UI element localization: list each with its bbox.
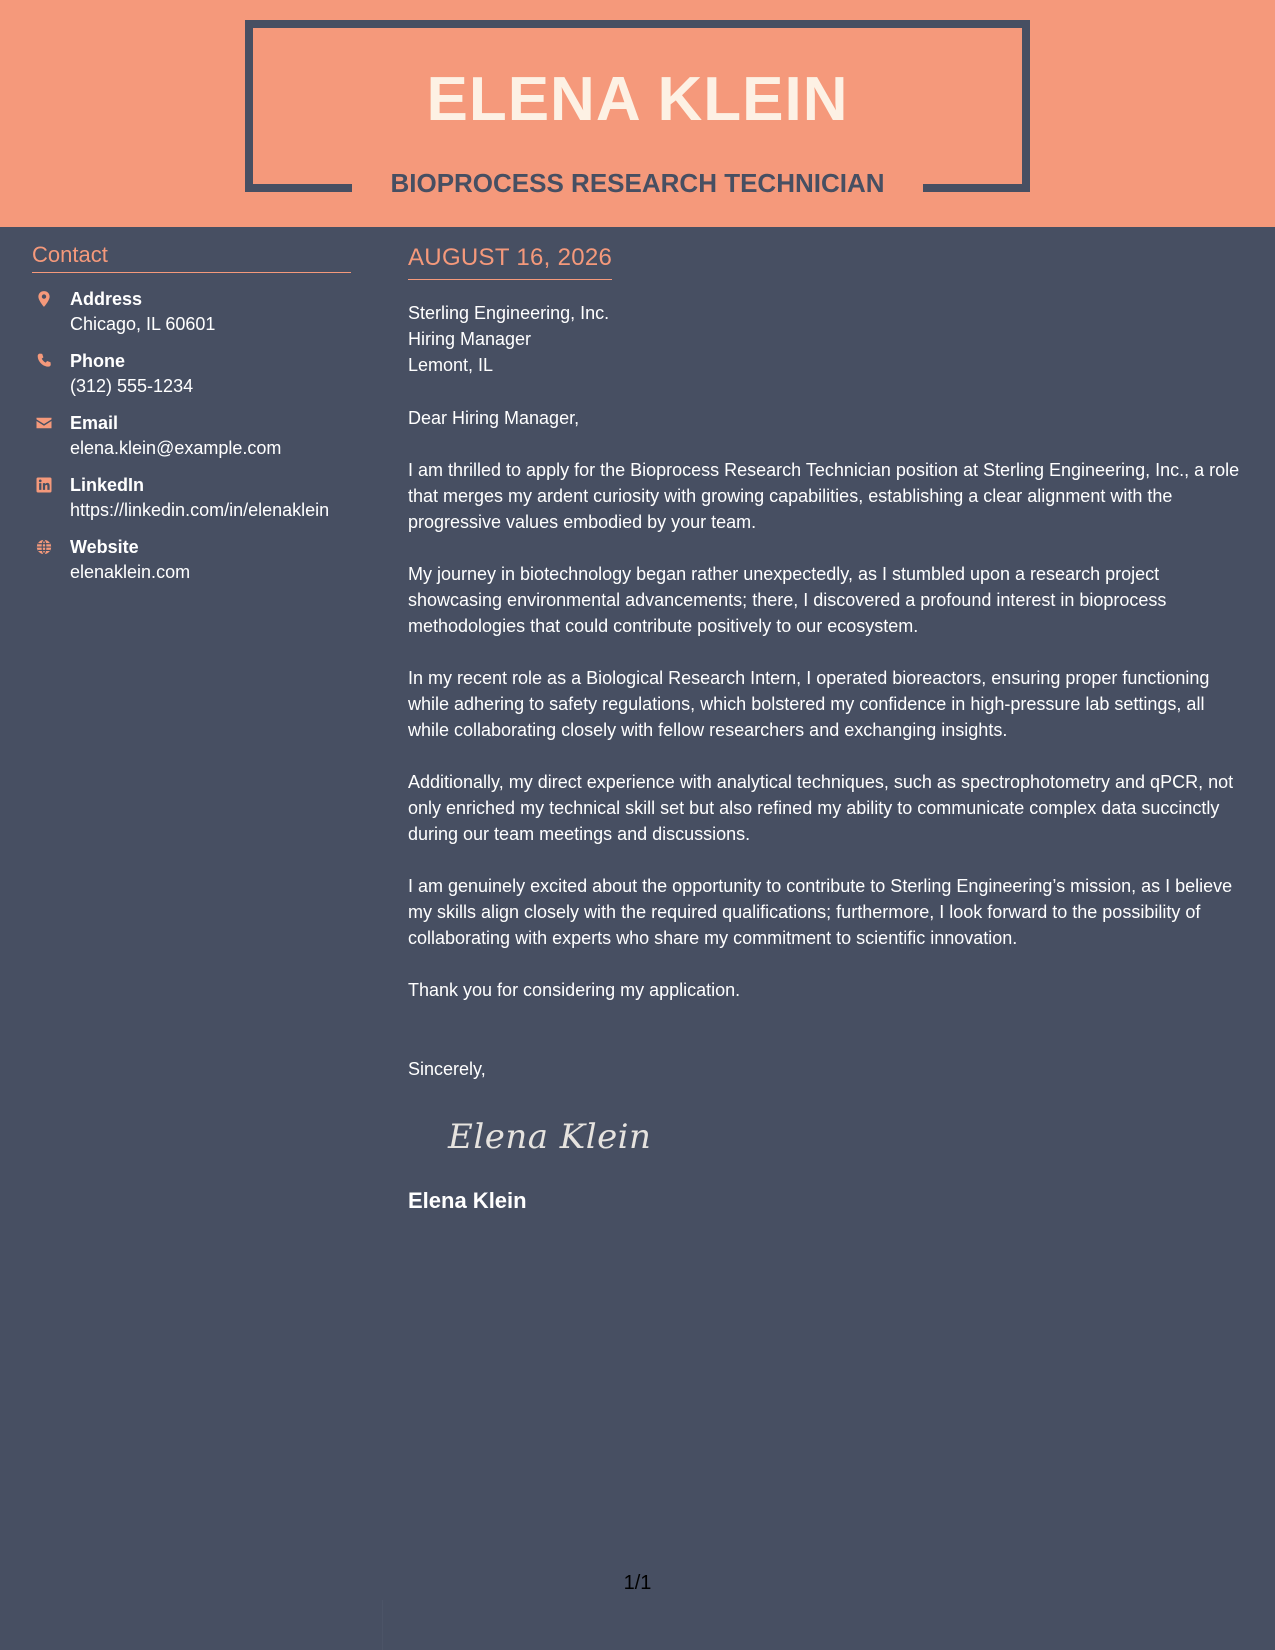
recipient-location: Lemont, IL <box>408 355 494 375</box>
contact-item-email <box>32 411 351 460</box>
letter-paragraph: Thank you for considering my application. <box>408 980 741 1000</box>
contact-item-phone <box>32 349 351 398</box>
applicant-name: ELENA KLEIN <box>426 65 849 134</box>
letter-paragraph: Additionally, my direct experience with analytical techniques, such as spectrophotometry and qPCR, not only enriched my technical skill set but also refined my ability to communicate complex data succinctly during our team meetings and discussions. <box>408 772 1234 844</box>
letter-paragraph: My journey in biotechnology began rather unexpectedly, as I stumbled upon a research project showcasing environmental advancements; there, I discovered a profound interest in bioprocess methodologies that could contribute positively to our ecosystem. <box>408 564 1167 636</box>
header-frame <box>923 184 1030 192</box>
linkedin-icon <box>32 473 70 522</box>
globe-icon <box>32 535 70 584</box>
header-frame <box>245 20 1030 28</box>
letter-body <box>408 243 1243 1216</box>
website-link[interactable]: elenaklein.com <box>70 562 191 582</box>
letter-paragraph: In my recent role as a Biological Research Intern, I operated bioreactors, ensuring proper functioning while adhering to safety regulations, which bolstered my confidence in high-pressure lab settings, all while collaborating closely with fellow researchers and exchanging insights. <box>408 668 1210 740</box>
linkedin-link[interactable]: https://linkedin.com/in/elenaklein <box>70 500 330 520</box>
header-frame <box>1022 20 1030 192</box>
header-banner <box>0 0 1275 227</box>
contact-label: LinkedIn <box>70 475 145 495</box>
address-value: Chicago, IL 60601 <box>70 314 216 334</box>
contact-item-linkedin <box>32 473 351 522</box>
letter-paragraph: I am genuinely excited about the opportunity to contribute to Sterling Engineering’s mission, as I believe my skills align closely with the required qualifications; furthermore, I look forward to the possibility of collaborating with experts who share my commitment to scientific innovation. <box>408 876 1233 948</box>
contact-heading: Contact <box>32 240 351 273</box>
email-value: elena.klein@example.com <box>70 438 282 458</box>
job-title: BIOPROCESS RESEARCH TECHNICIAN <box>390 168 885 198</box>
contact-label: Email <box>70 413 119 433</box>
page-number: 1/1 <box>623 1572 652 1594</box>
closing: Sincerely, <box>408 1059 486 1079</box>
contact-sidebar <box>32 240 351 597</box>
letter-date: AUGUST 16, 2026 <box>408 243 612 280</box>
phone-value: (312) 555-1234 <box>70 376 194 396</box>
signer-name: Elena Klein <box>408 1188 527 1213</box>
recipient-block <box>408 300 1243 378</box>
letter-paragraph: I am thrilled to apply for the Bioprocess Research Technician position at Sterling Engineering, Inc., a role that merges my ardent curiosity with growing capabilities, establishing a clear alignment with the progressive values embodied by your team. <box>408 460 1240 532</box>
recipient-company: Sterling Engineering, Inc. <box>408 303 610 323</box>
header-frame <box>245 20 253 192</box>
contact-label: Address <box>70 289 143 309</box>
salutation: Dear Hiring Manager, <box>408 408 580 428</box>
contact-label: Phone <box>70 351 126 371</box>
handwritten-signature: Elena Klein <box>448 1117 652 1157</box>
recipient-title: Hiring Manager <box>408 329 532 349</box>
contact-label: Website <box>70 537 139 557</box>
contact-list <box>32 287 351 584</box>
contact-item-address <box>32 287 351 336</box>
map-pin-icon <box>32 287 70 336</box>
envelope-icon <box>32 411 70 460</box>
header-frame <box>245 184 352 192</box>
phone-icon <box>32 349 70 398</box>
footer-divider <box>382 1600 383 1650</box>
contact-item-website <box>32 535 351 584</box>
